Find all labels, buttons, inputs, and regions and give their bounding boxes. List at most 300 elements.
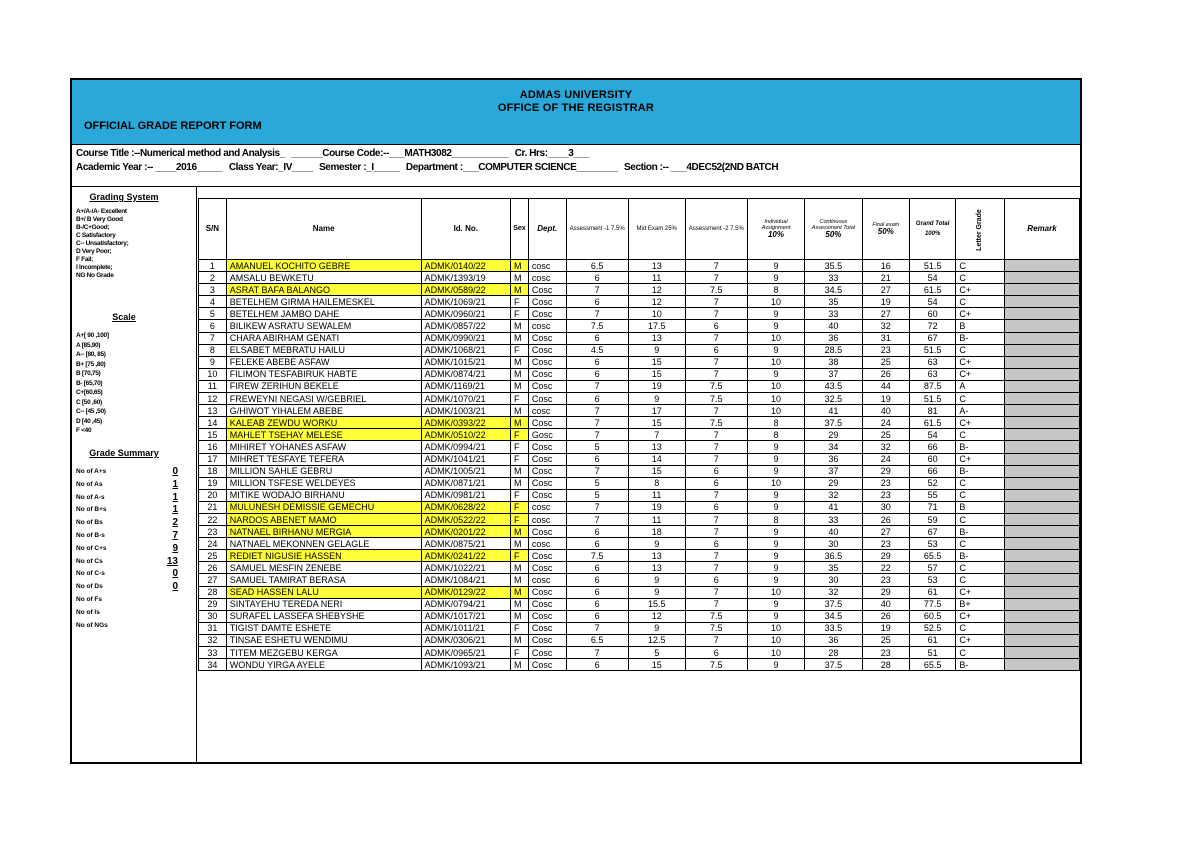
table-row <box>199 598 1080 610</box>
mid-exam-score: 9 <box>628 586 685 598</box>
scale-line: C [50 ,60) <box>76 398 102 406</box>
remark-cell <box>1004 417 1079 429</box>
grade-summary-count: 2 <box>172 517 178 529</box>
student-id: ADMK/0140/22 <box>421 260 510 272</box>
student-dept: cosc <box>528 260 566 272</box>
grade-summary-count: 1 <box>172 491 178 503</box>
student-id: ADMK/1169/21 <box>421 380 510 392</box>
remark-cell <box>1004 405 1079 417</box>
grand-total: 51 <box>909 647 955 659</box>
student-sn: 20 <box>199 489 227 501</box>
student-id: ADMK/1068/21 <box>421 344 510 356</box>
student-name: BETELHEM GIRMA HAILEMESKEL <box>226 296 421 308</box>
continuous-total: 41 <box>805 405 862 417</box>
student-id: ADMK/0129/22 <box>421 586 510 598</box>
letter-grade: B+ <box>956 598 1005 610</box>
table-row <box>199 489 1080 501</box>
final-exam-score: 22 <box>862 562 909 574</box>
assessment-2-score: 7 <box>685 562 747 574</box>
student-sex: M <box>511 538 529 550</box>
individual-assignment-score: 9 <box>747 489 804 501</box>
grand-total: 57 <box>909 562 955 574</box>
assessment-1-score: 7 <box>566 513 628 525</box>
assessment-2-score: 7 <box>685 296 747 308</box>
individual-assignment-score: 10 <box>747 332 804 344</box>
continuous-total: 34 <box>805 441 862 453</box>
student-name: TITEM MEZGEBU KERGA <box>226 647 421 659</box>
remark-cell <box>1004 441 1079 453</box>
student-dept: cosc <box>528 538 566 550</box>
grand-total: 72 <box>909 320 955 332</box>
table-row <box>199 453 1080 465</box>
mid-exam-score: 15 <box>628 368 685 380</box>
individual-assignment-score: 9 <box>747 550 804 562</box>
final-exam-score: 23 <box>862 477 909 489</box>
assessment-1-score: 7 <box>566 284 628 296</box>
table-row <box>199 308 1080 320</box>
remark-cell <box>1004 393 1079 405</box>
student-dept: Cosc <box>528 659 566 671</box>
continuous-total: 37 <box>805 368 862 380</box>
assessment-1-score: 5 <box>566 441 628 453</box>
academic-year: Academic Year :-- ____2016_____ <box>76 162 223 173</box>
grand-total: 63 <box>909 368 955 380</box>
student-dept: Cosc <box>528 477 566 489</box>
table-row <box>199 513 1080 525</box>
student-sex: F <box>511 622 529 634</box>
letter-grade: B- <box>956 550 1005 562</box>
remark-cell <box>1004 574 1079 586</box>
grade-summary-row <box>76 467 184 479</box>
remark-cell <box>1004 586 1079 598</box>
student-name: BETELHEM JAMBO DAHE <box>226 308 421 320</box>
letter-grade: C <box>956 622 1005 634</box>
remark-cell <box>1004 296 1079 308</box>
student-name: AMANUEL KOCHITO GEBRE <box>226 260 421 272</box>
student-sex: M <box>511 368 529 380</box>
remark-cell <box>1004 538 1079 550</box>
assessment-2-score: 7 <box>685 526 747 538</box>
assessment-2-score: 6 <box>685 465 747 477</box>
individual-assignment-score: 9 <box>747 441 804 453</box>
section: Section :-- ___4DEC52(2ND BATCH <box>624 162 779 173</box>
student-sex: F <box>511 550 529 562</box>
table-row <box>199 477 1080 489</box>
grade-summary-label: No of NGs <box>76 621 108 629</box>
table-row <box>199 368 1080 380</box>
scale-line: C+[60,65) <box>76 389 103 396</box>
remark-cell <box>1004 477 1079 489</box>
student-sex: M <box>511 610 529 622</box>
mid-exam-score: 15 <box>628 659 685 671</box>
student-sex: M <box>511 586 529 598</box>
student-dept: Cosc <box>528 634 566 646</box>
remark-cell <box>1004 260 1079 272</box>
student-sex: M <box>511 332 529 344</box>
student-dept: Cosc <box>528 610 566 622</box>
scale-line: D [40 ,45) <box>76 417 102 425</box>
continuous-total: 33.5 <box>805 622 862 634</box>
registrar-office: OFFICE OF THE REGISTRAR <box>497 102 655 114</box>
student-id: ADMK/1041/21 <box>421 453 510 465</box>
assessment-1-score: 7 <box>566 501 628 513</box>
col-name: Name <box>226 199 421 260</box>
semester: Semester :_I_____ <box>319 162 400 173</box>
final-exam-score: 26 <box>862 368 909 380</box>
assessment-1-score: 5 <box>566 489 628 501</box>
grading-line: C-- Unsatisfactory; <box>76 240 129 247</box>
credit-hours: Cr. Hrs:____3___ <box>514 148 589 159</box>
remark-cell <box>1004 659 1079 671</box>
grand-total: 81 <box>909 405 955 417</box>
continuous-total: 41 <box>805 501 862 513</box>
student-sn: 34 <box>199 659 227 671</box>
table-row <box>199 634 1080 646</box>
student-name: FILIMON TESFABIRUK HABTE <box>226 368 421 380</box>
student-dept: cosc <box>528 513 566 525</box>
final-exam-score: 30 <box>862 501 909 513</box>
col-assessment-1: Assessment -1 7.5% <box>566 199 628 260</box>
grand-total: 77.5 <box>909 598 955 610</box>
mid-exam-score: 13 <box>628 260 685 272</box>
individual-assignment-score: 8 <box>747 284 804 296</box>
mid-exam-score: 14 <box>628 453 685 465</box>
assessment-2-score: 6 <box>685 501 747 513</box>
student-name: TINSAE ESHETU WENDIMU <box>226 634 421 646</box>
table-row <box>199 550 1080 562</box>
individual-assignment-score: 10 <box>747 405 804 417</box>
assessment-1-score: 6 <box>566 356 628 368</box>
assessment-2-score: 6 <box>685 538 747 550</box>
student-sn: 18 <box>199 465 227 477</box>
letter-grade: C+ <box>956 634 1005 646</box>
grand-total: 63 <box>909 356 955 368</box>
student-name: FREWEYNI NEGASI W/GEBRIEL <box>226 393 421 405</box>
final-exam-score: 24 <box>862 453 909 465</box>
assessment-1-score: 6 <box>566 296 628 308</box>
letter-grade: C <box>956 538 1005 550</box>
grade-summary-row <box>76 480 184 492</box>
individual-assignment-score: 10 <box>747 296 804 308</box>
grand-total: 67 <box>909 526 955 538</box>
table-header-row <box>199 199 1080 260</box>
assessment-2-score: 7 <box>685 586 747 598</box>
student-dept: Cosc <box>528 489 566 501</box>
grade-summary-label: No of A+s <box>76 468 107 475</box>
header-banner <box>72 80 1080 145</box>
letter-grade: B- <box>956 332 1005 344</box>
assessment-1-score: 7 <box>566 647 628 659</box>
table-row <box>199 586 1080 598</box>
final-exam-score: 28 <box>862 659 909 671</box>
student-sn: 14 <box>199 417 227 429</box>
grade-summary-row <box>76 569 184 581</box>
assessment-2-score: 7.5 <box>685 393 747 405</box>
continuous-assessment-label: Continuous Assessment Total <box>811 218 856 232</box>
student-dept: cosc <box>528 272 566 284</box>
remark-cell <box>1004 453 1079 465</box>
col-letter-grade <box>956 199 1005 260</box>
letter-grade: C <box>956 429 1005 441</box>
individual-assignment-score: 9 <box>747 272 804 284</box>
assessment-1-score: 6 <box>566 393 628 405</box>
mid-exam-score: 10 <box>628 308 685 320</box>
grade-summary-label: No of B+s <box>76 506 107 514</box>
letter-grade: C+ <box>956 610 1005 622</box>
student-dept: cosc <box>528 405 566 417</box>
grade-summary-row <box>76 608 184 620</box>
mid-exam-score: 15.5 <box>628 598 685 610</box>
student-dept: Cosc <box>528 332 566 344</box>
assessment-2-score: 7 <box>685 453 747 465</box>
mid-exam-score: 15 <box>628 356 685 368</box>
grand-total: 60 <box>909 453 955 465</box>
final-exam-score: 31 <box>862 332 909 344</box>
student-sex: F <box>511 344 529 356</box>
student-name: BILIKEW ASRATU SEWALEM <box>226 320 421 332</box>
student-sn: 11 <box>199 380 227 392</box>
student-sn: 25 <box>199 550 227 562</box>
scale-line: B- [65,70) <box>76 379 103 387</box>
continuous-total: 36.5 <box>805 550 862 562</box>
assessment-1-score: 7 <box>566 405 628 417</box>
mid-exam-score: 13 <box>628 550 685 562</box>
assessment-2-score: 7 <box>685 441 747 453</box>
assessment-2-score: 7.5 <box>685 659 747 671</box>
col-sn: S/N <box>199 199 227 260</box>
assessment-1-score: 6 <box>566 332 628 344</box>
grade-summary-count: 0 <box>172 568 178 580</box>
student-sex: F <box>511 429 529 441</box>
student-dept: Gosc <box>528 429 566 441</box>
table-row <box>199 562 1080 574</box>
assessment-1-score: 6 <box>566 453 628 465</box>
student-sn: 9 <box>199 356 227 368</box>
table-row <box>199 405 1080 417</box>
student-sex: F <box>511 453 529 465</box>
student-name: NATNAEL MEKONNEN GELAGLE <box>226 538 421 550</box>
letter-grade: C+ <box>956 284 1005 296</box>
assessment-2-score: 6 <box>685 344 747 356</box>
individual-assignment-weight: 10% <box>767 229 784 239</box>
student-sex: F <box>511 489 529 501</box>
assessment-2-score: 7.5 <box>685 622 747 634</box>
grand-total: 51.5 <box>909 393 955 405</box>
table-row <box>199 356 1080 368</box>
student-sex: M <box>511 659 529 671</box>
continuous-total: 32 <box>805 489 862 501</box>
mid-exam-score: 7 <box>628 429 685 441</box>
student-sex: M <box>511 320 529 332</box>
grand-total: 53 <box>909 574 955 586</box>
student-id: ADMK/0794/21 <box>421 598 510 610</box>
mid-exam-score: 13 <box>628 562 685 574</box>
student-sn: 30 <box>199 610 227 622</box>
student-sn: 1 <box>199 260 227 272</box>
individual-assignment-score: 9 <box>747 574 804 586</box>
student-id: ADMK/1003/21 <box>421 405 510 417</box>
grade-table <box>198 198 1080 671</box>
table-row <box>199 647 1080 659</box>
col-continuous-assessment <box>805 199 862 260</box>
legend-panel <box>72 186 197 762</box>
remark-cell <box>1004 562 1079 574</box>
student-sn: 10 <box>199 368 227 380</box>
continuous-total: 37 <box>805 465 862 477</box>
grade-summary-label: No of Fs <box>76 596 102 603</box>
individual-assignment-score: 9 <box>747 526 804 538</box>
mid-exam-score: 5 <box>628 647 685 659</box>
assessment-1-score: 7 <box>566 429 628 441</box>
grade-summary-row <box>76 493 184 505</box>
student-dept: Cosc <box>528 453 566 465</box>
col-assessment-2: Assessment -2 7.5% <box>685 199 747 260</box>
assessment-2-score: 6 <box>685 647 747 659</box>
student-name: SAMUEL TAMIRAT BERASA <box>226 574 421 586</box>
final-exam-score: 21 <box>862 272 909 284</box>
assessment-1-score: 7.5 <box>566 320 628 332</box>
mid-exam-score: 11 <box>628 489 685 501</box>
letter-grade: A- <box>956 405 1005 417</box>
student-sn: 5 <box>199 308 227 320</box>
student-dept: cosc <box>528 320 566 332</box>
mid-exam-score: 15 <box>628 465 685 477</box>
continuous-assessment-weight: 50% <box>825 229 842 239</box>
student-sex: M <box>511 405 529 417</box>
table-row <box>199 622 1080 634</box>
student-id: ADMK/0994/21 <box>421 441 510 453</box>
grade-summary-row <box>76 595 184 607</box>
student-dept: Cosc <box>528 526 566 538</box>
individual-assignment-score: 10 <box>747 477 804 489</box>
assessment-1-score: 7 <box>566 308 628 320</box>
table-row <box>199 332 1080 344</box>
mid-exam-score: 13 <box>628 441 685 453</box>
final-exam-score: 27 <box>862 308 909 320</box>
final-exam-score: 29 <box>862 465 909 477</box>
form-title: OFFICIAL GRADE REPORT FORM <box>84 120 262 132</box>
student-sn: 8 <box>199 344 227 356</box>
table-row <box>199 465 1080 477</box>
student-dept: cosc <box>528 574 566 586</box>
table-row <box>199 501 1080 513</box>
table-row <box>199 272 1080 284</box>
table-row <box>199 320 1080 332</box>
student-name: CHARA ABIRHAM GENATI <box>226 332 421 344</box>
final-exam-score: 27 <box>862 526 909 538</box>
student-sn: 17 <box>199 453 227 465</box>
final-exam-score: 23 <box>862 574 909 586</box>
assessment-1-score: 6.5 <box>566 634 628 646</box>
student-dept: Cosc <box>528 550 566 562</box>
final-exam-score: 32 <box>862 441 909 453</box>
student-dept: Cosc <box>528 344 566 356</box>
remark-cell <box>1004 368 1079 380</box>
student-id: ADMK/0510/22 <box>421 429 510 441</box>
remark-cell <box>1004 380 1079 392</box>
student-id: ADMK/1015/21 <box>421 356 510 368</box>
student-id: ADMK/0393/22 <box>421 417 510 429</box>
grading-line: B-/C+Good; <box>76 224 110 231</box>
student-dept: Cosc <box>528 356 566 368</box>
individual-assignment-score: 9 <box>747 320 804 332</box>
student-id: ADMK/0981/21 <box>421 489 510 501</box>
course-info-line-2 <box>76 162 782 173</box>
final-exam-score: 29 <box>862 586 909 598</box>
continuous-total: 34.5 <box>805 284 862 296</box>
student-sn: 27 <box>199 574 227 586</box>
letter-grade: B- <box>956 526 1005 538</box>
student-name: MILLION TSFESE WELDEYES <box>226 477 421 489</box>
individual-assignment-score: 10 <box>747 634 804 646</box>
individual-assignment-score: 10 <box>747 647 804 659</box>
student-sn: 21 <box>199 501 227 513</box>
student-name: ASRAT BAFA BALANGO <box>226 284 421 296</box>
student-id: ADMK/0522/22 <box>421 513 510 525</box>
continuous-total: 37.5 <box>805 598 862 610</box>
mid-exam-score: 17.5 <box>628 320 685 332</box>
assessment-2-score: 7 <box>685 260 747 272</box>
class-year: Class Year:_IV____ <box>228 162 313 173</box>
student-sn: 7 <box>199 332 227 344</box>
final-exam-score: 19 <box>862 296 909 308</box>
table-row <box>199 393 1080 405</box>
continuous-total: 32 <box>805 586 862 598</box>
student-sex: M <box>511 356 529 368</box>
letter-grade: C+ <box>956 308 1005 320</box>
letter-grade-label: Letter Grade <box>976 208 984 251</box>
course-code: ______Course Code:--___MATH3082___________ <box>291 148 509 159</box>
remark-cell <box>1004 610 1079 622</box>
student-dept: Cosc <box>528 417 566 429</box>
grade-summary-label: No of Ds <box>76 583 103 591</box>
remark-cell <box>1004 622 1079 634</box>
student-id: ADMK/0960/21 <box>421 308 510 320</box>
final-exam-score: 32 <box>862 320 909 332</box>
mid-exam-score: 11 <box>628 272 685 284</box>
continuous-total: 30 <box>805 538 862 550</box>
mid-exam-score: 9 <box>628 622 685 634</box>
student-sex: F <box>511 308 529 320</box>
letter-grade: B- <box>956 659 1005 671</box>
grand-total: 66 <box>909 441 955 453</box>
table-row <box>199 429 1080 441</box>
remark-cell <box>1004 308 1079 320</box>
assessment-2-score: 7 <box>685 598 747 610</box>
course-title: Course Title :--Numerical method and Analysis_ <box>76 148 285 159</box>
assessment-1-score: 6 <box>566 610 628 622</box>
letter-grade: C <box>956 647 1005 659</box>
student-id: ADMK/0874/21 <box>421 368 510 380</box>
grade-summary-row <box>76 582 184 594</box>
assessment-2-score: 7.5 <box>685 380 747 392</box>
grade-summary-title: Grade Summary <box>89 448 159 458</box>
grand-total: 53 <box>909 538 955 550</box>
student-sn: 6 <box>199 320 227 332</box>
assessment-2-score: 7 <box>685 356 747 368</box>
student-name: SURAFEL LASSEFA SHEBYSHE <box>226 610 421 622</box>
assessment-1-score: 6 <box>566 586 628 598</box>
grading-line: D Very Poor; <box>76 248 112 255</box>
student-name: TIGIST DAMTE ESHETE <box>226 622 421 634</box>
table-row <box>199 538 1080 550</box>
student-sex: M <box>511 477 529 489</box>
student-sex: M <box>511 260 529 272</box>
student-sn: 13 <box>199 405 227 417</box>
grading-line: B+/ B Very Good <box>76 216 123 223</box>
student-dept: Cosc <box>528 368 566 380</box>
student-sn: 16 <box>199 441 227 453</box>
